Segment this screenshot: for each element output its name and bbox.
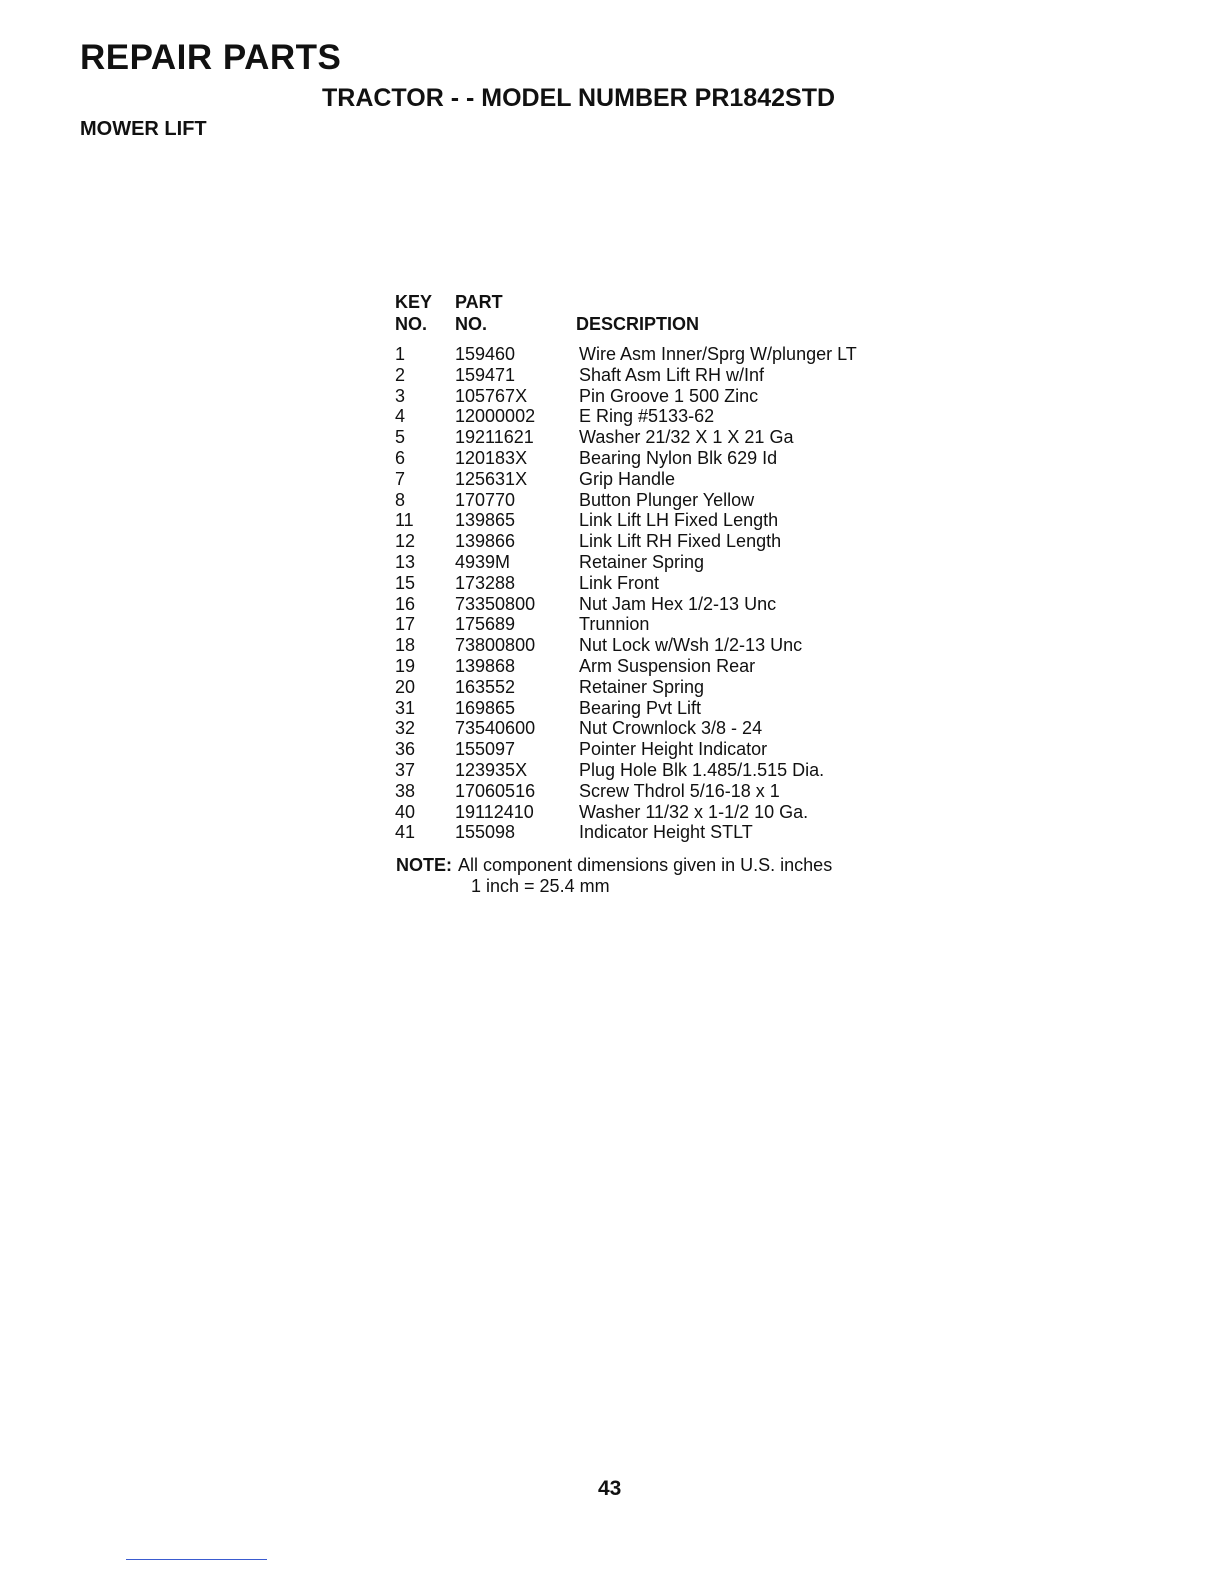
description-cell: Indicator Height STLT bbox=[579, 822, 753, 843]
description-cell: Pin Groove 1 500 Zinc bbox=[579, 385, 759, 406]
parts-table-header bbox=[395, 292, 915, 344]
part-no-header-line2: NO. bbox=[455, 314, 488, 334]
description-cell: Nut Crownlock 3/8 - 24 bbox=[579, 718, 763, 739]
part-no-header-line1: PART bbox=[455, 292, 503, 312]
key-no-cell: 41 bbox=[395, 822, 416, 843]
note-line-1 bbox=[396, 855, 832, 876]
part-no-cell: 159471 bbox=[455, 364, 516, 385]
description-cell: Arm Suspension Rear bbox=[579, 655, 756, 676]
table-row bbox=[395, 635, 899, 656]
table-row bbox=[395, 677, 899, 698]
description-cell: Link Lift LH Fixed Length bbox=[579, 510, 779, 531]
description-cell: Washer 21/32 X 1 X 21 Ga bbox=[579, 427, 794, 448]
description-cell: Button Plunger Yellow bbox=[579, 489, 755, 510]
key-no-cell: 17 bbox=[395, 614, 416, 635]
part-no-cell: 105767X bbox=[455, 385, 528, 406]
part-no-cell: 73540600 bbox=[455, 718, 536, 739]
key-no-cell: 38 bbox=[395, 780, 416, 801]
part-no-cell: 173288 bbox=[455, 572, 516, 593]
part-no-cell: 4939M bbox=[455, 551, 511, 572]
part-no-cell: 169865 bbox=[455, 697, 516, 718]
table-row bbox=[395, 760, 899, 781]
part-no-cell: 139866 bbox=[455, 531, 516, 552]
description-cell: Shaft Asm Lift RH w/Inf bbox=[579, 364, 765, 385]
description-cell: Nut Lock w/Wsh 1/2-13 Unc bbox=[579, 635, 803, 656]
table-row bbox=[395, 365, 899, 386]
key-no-cell: 16 bbox=[395, 593, 416, 614]
table-row bbox=[395, 531, 899, 552]
table-row bbox=[395, 781, 899, 802]
key-no-cell: 11 bbox=[395, 510, 414, 531]
part-no-cell: 125631X bbox=[455, 468, 528, 489]
key-no-cell: 40 bbox=[395, 801, 416, 822]
description-cell: E Ring #5133-62 bbox=[579, 406, 715, 427]
table-row bbox=[395, 490, 899, 511]
key-no-header-line2: NO. bbox=[395, 314, 428, 334]
table-row bbox=[395, 344, 899, 365]
part-no-cell: 73800800 bbox=[455, 635, 536, 656]
key-no-cell: 31 bbox=[395, 697, 416, 718]
key-no-cell: 20 bbox=[395, 676, 416, 697]
key-no-cell: 7 bbox=[395, 468, 406, 489]
description-cell: Pointer Height Indicator bbox=[579, 739, 768, 760]
table-row bbox=[395, 698, 899, 719]
part-no-cell: 163552 bbox=[455, 676, 516, 697]
parts-table bbox=[395, 344, 899, 843]
description-cell: Link Front bbox=[579, 572, 660, 593]
table-row bbox=[395, 448, 899, 469]
note-label: NOTE: bbox=[396, 855, 452, 875]
note-line-2: 1 inch = 25.4 mm bbox=[471, 876, 610, 896]
table-row bbox=[395, 802, 899, 823]
key-no-header-line1: KEY bbox=[395, 292, 433, 312]
model-title: TRACTOR - - MODEL NUMBER PR1842STD bbox=[322, 84, 836, 112]
key-no-cell: 4 bbox=[395, 406, 406, 427]
table-row bbox=[395, 822, 899, 843]
part-no-cell: 139865 bbox=[455, 510, 516, 531]
key-no-cell: 36 bbox=[395, 739, 416, 760]
part-no-cell: 175689 bbox=[455, 614, 516, 635]
part-no-cell: 155097 bbox=[455, 739, 516, 760]
table-row bbox=[395, 573, 899, 594]
table-row bbox=[395, 406, 899, 427]
key-no-cell: 13 bbox=[395, 551, 416, 572]
key-no-cell: 2 bbox=[395, 364, 406, 385]
description-cell: Link Lift RH Fixed Length bbox=[579, 531, 782, 552]
table-row bbox=[395, 614, 899, 635]
description-cell: Wire Asm Inner/Sprg W/plunger LT bbox=[579, 344, 857, 364]
part-no-cell: 139868 bbox=[455, 655, 516, 676]
description-cell: Grip Handle bbox=[579, 468, 676, 489]
description-cell: Retainer Spring bbox=[579, 551, 705, 572]
description-header: DESCRIPTION bbox=[576, 314, 700, 334]
key-no-cell: 32 bbox=[395, 718, 416, 739]
table-row bbox=[395, 718, 899, 739]
part-no-cell: 17060516 bbox=[455, 780, 536, 801]
page-number: 43 bbox=[598, 1477, 622, 1500]
table-row bbox=[395, 427, 899, 448]
key-no-cell: 3 bbox=[395, 385, 406, 406]
table-row bbox=[395, 510, 899, 531]
description-cell: Bearing Pvt Lift bbox=[579, 697, 702, 718]
key-no-cell: 19 bbox=[395, 655, 416, 676]
table-row bbox=[395, 594, 899, 615]
table-row bbox=[395, 386, 899, 407]
key-no-cell: 37 bbox=[395, 759, 416, 780]
description-cell: Plug Hole Blk 1.485/1.515 Dia. bbox=[579, 759, 825, 780]
part-no-cell: 19211621 bbox=[455, 427, 534, 448]
description-cell: Screw Thdrol 5/16-18 x 1 bbox=[579, 780, 780, 801]
table-row bbox=[395, 656, 899, 677]
description-cell: Washer 11/32 x 1-1/2 10 Ga. bbox=[579, 801, 809, 822]
footer-rule bbox=[126, 1559, 267, 1560]
description-cell: Bearing Nylon Blk 629 Id bbox=[579, 447, 778, 468]
note-text: All component dimensions given in U.S. inches bbox=[458, 855, 833, 875]
part-no-cell: 73350800 bbox=[455, 593, 536, 614]
part-no-cell: 159460 bbox=[455, 344, 516, 364]
parts-table-body bbox=[395, 344, 899, 843]
note bbox=[396, 855, 832, 897]
table-row bbox=[395, 552, 899, 573]
key-no-cell: 5 bbox=[395, 427, 406, 448]
section-title: MOWER LIFT bbox=[80, 118, 207, 140]
key-no-cell: 6 bbox=[395, 447, 406, 468]
page-title: REPAIR PARTS bbox=[80, 38, 342, 77]
table-row bbox=[395, 739, 899, 760]
description-cell: Retainer Spring bbox=[579, 676, 705, 697]
key-no-cell: 15 bbox=[395, 572, 416, 593]
part-no-cell: 19112410 bbox=[455, 801, 534, 822]
description-cell: Nut Jam Hex 1/2-13 Unc bbox=[579, 593, 777, 614]
key-no-cell: 18 bbox=[395, 635, 416, 656]
description-cell: Trunnion bbox=[579, 614, 650, 635]
part-no-cell: 155098 bbox=[455, 822, 516, 843]
part-no-cell: 12000002 bbox=[455, 406, 536, 427]
table-row bbox=[395, 469, 899, 490]
key-no-cell: 8 bbox=[395, 489, 406, 510]
part-no-cell: 123935X bbox=[455, 759, 528, 780]
key-no-cell: 12 bbox=[395, 531, 416, 552]
key-no-cell: 1 bbox=[395, 344, 406, 364]
part-no-cell: 120183X bbox=[455, 447, 528, 468]
part-no-cell: 170770 bbox=[455, 489, 516, 510]
parts-list bbox=[395, 292, 915, 843]
